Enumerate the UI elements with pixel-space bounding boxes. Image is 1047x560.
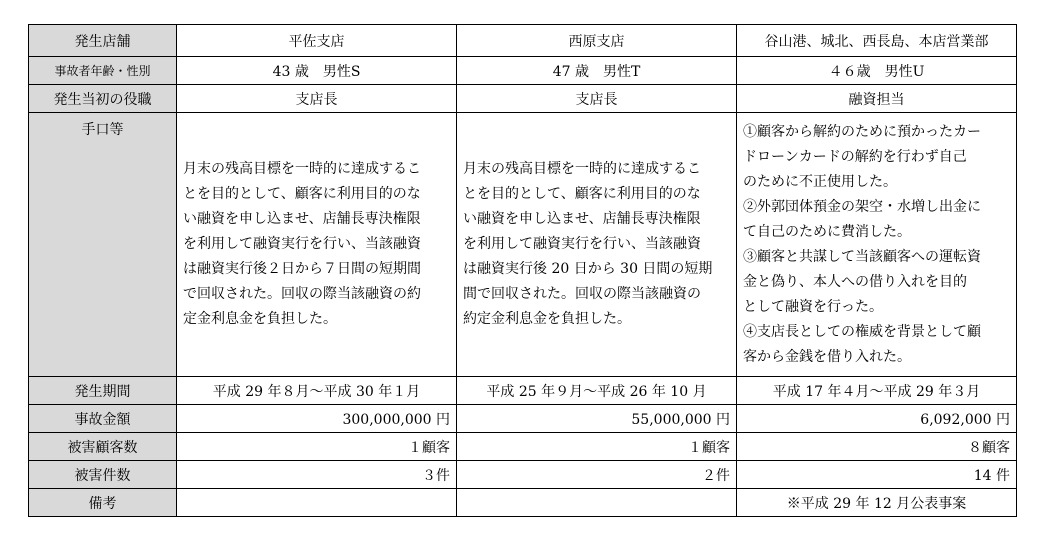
period-b: 平成 25 年９月～平成 26 年 10 月 (457, 377, 737, 405)
method-b-line: 月末の残高目標を一時的に達成するこ (463, 161, 701, 177)
age-gender-c: ４６歳 男性U (737, 57, 1017, 85)
method-b-line: を利用して融資実行を行い、当該融資 (463, 236, 701, 252)
label-customers: 被害顧客数 (29, 433, 177, 461)
position-a: 支店長 (177, 85, 457, 113)
label-remarks: 備考 (29, 489, 177, 517)
customers-b: １顧客 (457, 433, 737, 461)
method-a-line: で回収された。回収の際当該融資の約 (183, 286, 421, 302)
label-position: 発生当初の役職 (29, 85, 177, 113)
method-b-line: い融資を申し込ませ、店舗長専決権限 (463, 211, 701, 227)
row-period (29, 377, 1017, 405)
method-c-line: ドローンカードの解約を行わず自己 (743, 148, 967, 165)
method-b-line: 間で回収された。回収の際当該融資の (463, 286, 701, 302)
row-method (29, 113, 1017, 377)
method-a-line: を利用して融資実行を行い、当該融資 (183, 236, 421, 252)
period-a: 平成 29 年８月～平成 30 年１月 (177, 377, 457, 405)
row-store (29, 25, 1017, 57)
store-a: 平佐支店 (177, 25, 457, 57)
method-c-item (743, 245, 1010, 320)
position-b: 支店長 (457, 85, 737, 113)
label-period: 発生期間 (29, 377, 177, 405)
row-amount (29, 405, 1017, 433)
method-c-line: 客から金銭を借り入れた。 (743, 348, 911, 365)
customers-c: ８顧客 (737, 433, 1017, 461)
cases-b: ２件 (457, 461, 737, 489)
method-c (737, 113, 1017, 377)
cases-c: 14 件 (737, 461, 1017, 489)
method-c-line: として融資を行った。 (743, 298, 883, 315)
position-c: 融資担当 (737, 85, 1017, 113)
amount-c: 6,092,000 円 (737, 405, 1017, 433)
label-store: 発生店舗 (29, 25, 177, 57)
method-c-line: ④支店長としての権威を背景として顧 (743, 323, 981, 340)
label-age-gender: 事故者年齢・性別 (29, 57, 177, 85)
method-c-line: 金と偽り、本人への借り入れを目的 (743, 273, 967, 290)
incident-table (28, 24, 1017, 517)
method-c-list (743, 120, 1010, 370)
method-a-line: は融資実行後２日から７日間の短期間 (183, 261, 421, 277)
method-b-line: 約定金利息金を負担した。 (463, 311, 631, 327)
age-gender-a: 43 歳 男性S (177, 57, 457, 85)
method-c-line: ③顧客と共謀して当該顧客への運転資 (743, 248, 981, 265)
cases-a: ３件 (177, 461, 457, 489)
method-a-line: い融資を申し込ませ、店舗長専決権限 (183, 211, 421, 227)
customers-a: １顧客 (177, 433, 457, 461)
remarks-a (177, 489, 457, 517)
method-c-item (743, 195, 1010, 245)
label-method: 手口等 (29, 113, 177, 377)
remarks-b (457, 489, 737, 517)
method-a (177, 113, 457, 377)
method-c-line: て自己のために費消した。 (743, 223, 911, 240)
row-remarks (29, 489, 1017, 517)
age-gender-b: 47 歳 男性T (457, 57, 737, 85)
store-c: 谷山港、城北、西長島、本店営業部 (737, 25, 1017, 57)
row-cases (29, 461, 1017, 489)
row-position (29, 85, 1017, 113)
period-c: 平成 17 年４月～平成 29 年３月 (737, 377, 1017, 405)
label-amount: 事故金額 (29, 405, 177, 433)
method-a-line: 定金利息金を負担した。 (183, 311, 337, 327)
method-c-item (743, 320, 1010, 370)
method-b (457, 113, 737, 377)
label-cases: 被害件数 (29, 461, 177, 489)
method-c-line: ②外郭団体預金の架空・水増し出金に (743, 198, 981, 215)
row-age-gender (29, 57, 1017, 85)
store-b: 西原支店 (457, 25, 737, 57)
method-b-line: とを目的として、顧客に利用目的のな (463, 186, 701, 202)
row-customers (29, 433, 1017, 461)
method-c-line: ①顧客から解約のために預かったカー (743, 123, 981, 140)
amount-b: 55,000,000 円 (457, 405, 737, 433)
method-c-item (743, 120, 1010, 195)
method-a-line: とを目的として、顧客に利用目的のな (183, 186, 421, 202)
amount-a: 300,000,000 円 (177, 405, 457, 433)
method-b-line: は融資実行後 20 日から 30 日間の短期 (463, 261, 713, 277)
remarks-c: ※平成 29 年 12 月公表事案 (737, 489, 1017, 517)
method-c-line: のために不正使用した。 (743, 173, 897, 190)
method-a-line: 月末の残高目標を一時的に達成するこ (183, 161, 421, 177)
